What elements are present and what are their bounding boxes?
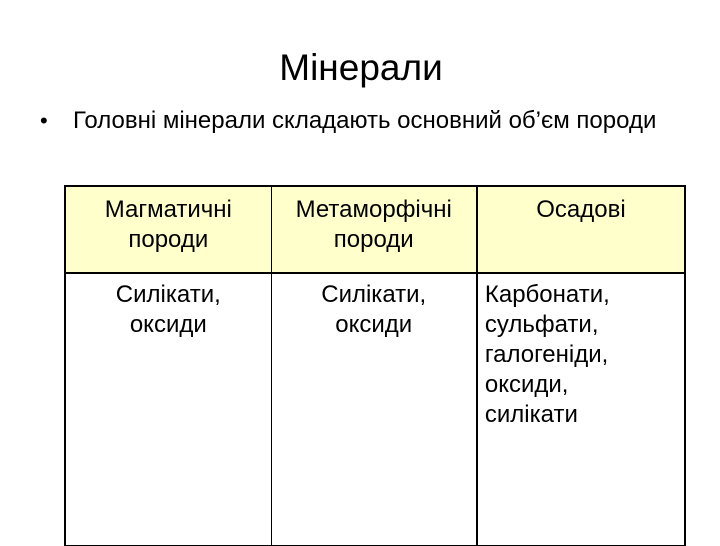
bullet-text: Головні мінерали складають основний об’єм породи xyxy=(73,107,657,134)
header-metamorphic-line-1: Метаморфічні xyxy=(295,196,452,223)
header-cell-metamorphic xyxy=(271,187,477,273)
slide-title: Мінерали xyxy=(279,47,443,88)
sedimentary-mineral-1: Карбонати, xyxy=(484,280,610,308)
sedimentary-mineral-4: оксиди, xyxy=(484,370,569,398)
table-header-row xyxy=(66,187,685,273)
header-cell-igneous xyxy=(66,187,272,273)
header-cell-sedimentary xyxy=(477,187,685,273)
sedimentary-mineral-5: силікати xyxy=(484,400,578,428)
metamorphic-mineral-1: Силікати, xyxy=(321,280,427,308)
cell-metamorphic-minerals xyxy=(271,273,477,546)
igneous-mineral-1: Силікати, xyxy=(115,280,221,308)
igneous-mineral-2: оксиди xyxy=(129,310,207,338)
header-sedimentary-line-1: Осадові xyxy=(536,196,626,223)
rock-minerals-table xyxy=(65,186,685,546)
cell-igneous-minerals xyxy=(66,273,272,546)
bullet-mark: • xyxy=(40,108,48,133)
header-igneous-line-1: Магматичні xyxy=(104,196,232,223)
table-row xyxy=(66,273,685,546)
sedimentary-mineral-2: сульфати, xyxy=(484,310,599,338)
header-igneous-line-2: породи xyxy=(128,226,209,253)
metamorphic-mineral-2: оксиди xyxy=(335,310,413,338)
bullet-point xyxy=(40,106,680,135)
sedimentary-mineral-3: галогеніди, xyxy=(484,340,609,368)
header-metamorphic-line-2: породи xyxy=(333,226,414,253)
cell-sedimentary-minerals xyxy=(477,273,685,546)
